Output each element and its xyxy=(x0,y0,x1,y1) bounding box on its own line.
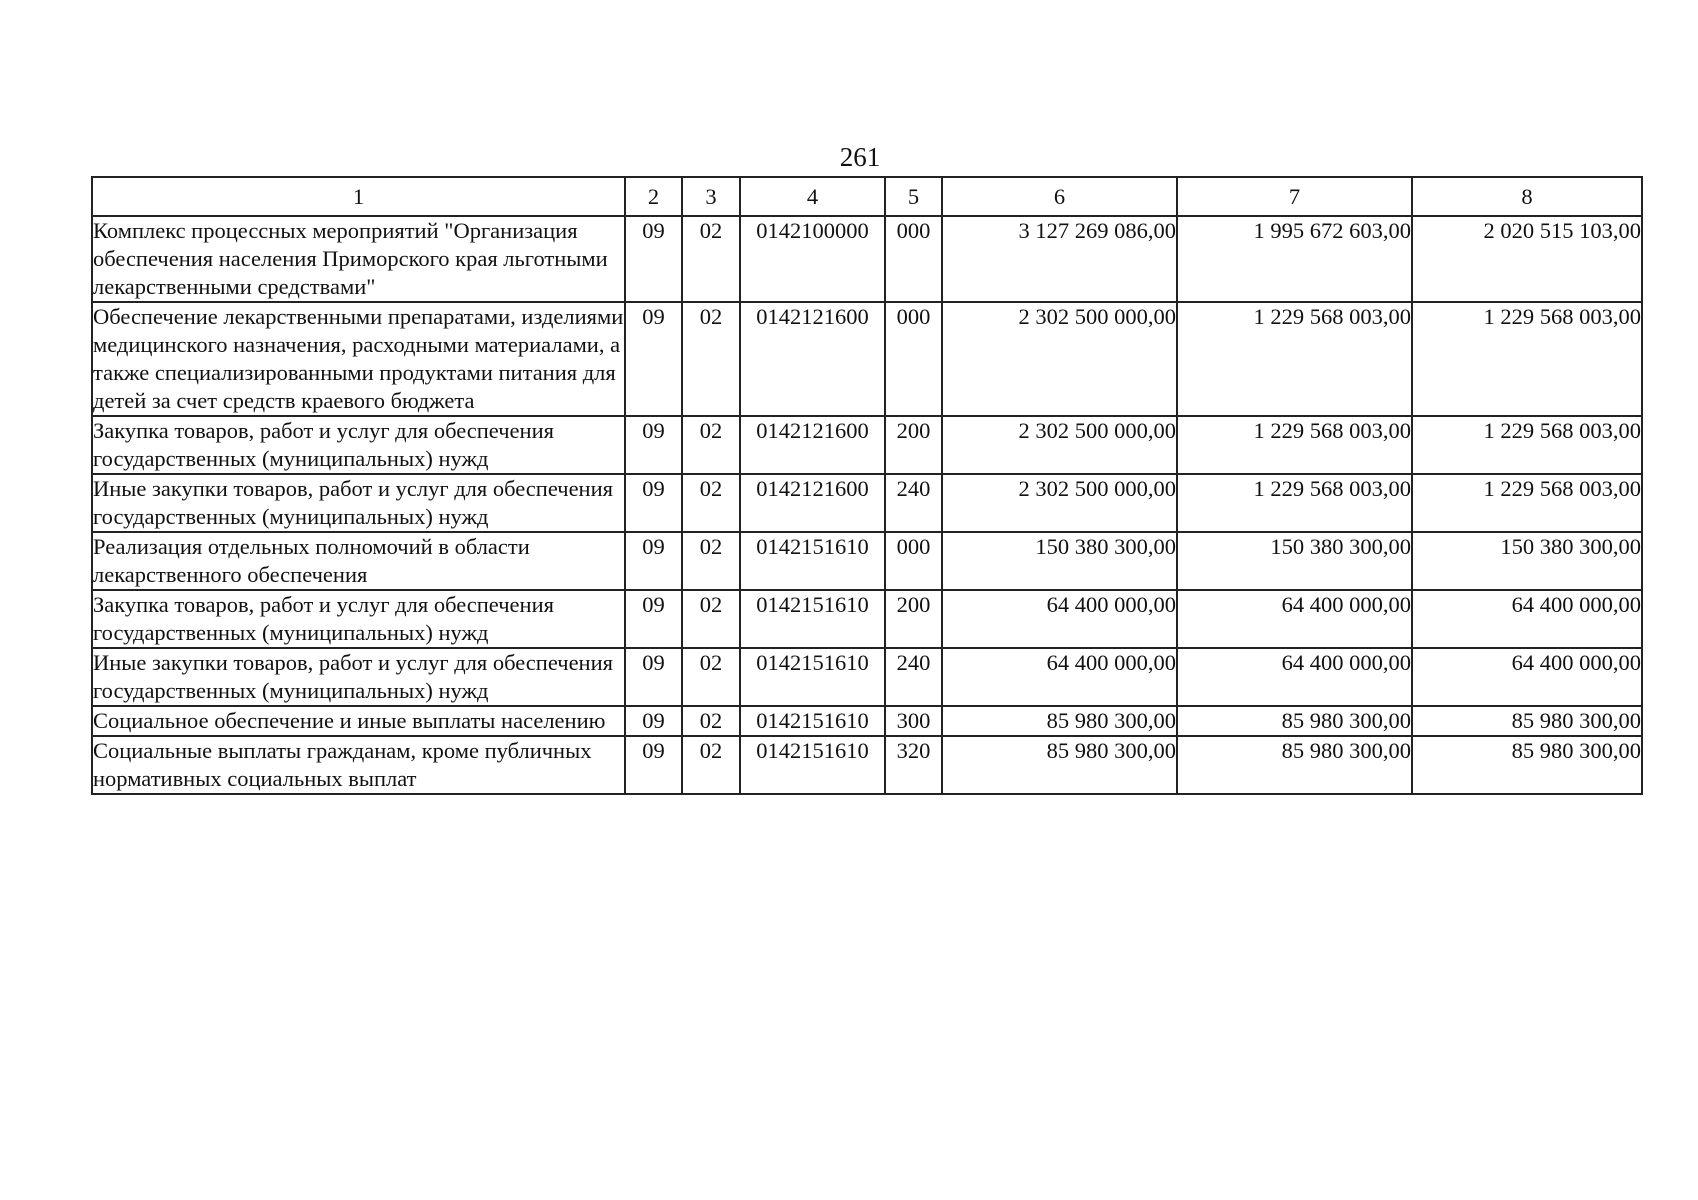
row-name-cell: Закупка товаров, работ и услуг для обеспечения государственных (муниципальных) нужд xyxy=(92,590,625,648)
amount-cell: 64 400 000,00 xyxy=(1177,590,1412,648)
amount-cell: 85 980 300,00 xyxy=(942,736,1177,794)
amount-cell: 85 980 300,00 xyxy=(1412,706,1642,736)
amount-cell: 1 229 568 003,00 xyxy=(1177,416,1412,474)
subsection-cell: 02 xyxy=(682,648,740,706)
table-row xyxy=(92,590,1642,648)
amount-cell: 64 400 000,00 xyxy=(1177,648,1412,706)
amount-cell: 1 229 568 003,00 xyxy=(1412,416,1642,474)
row-name-cell: Социальные выплаты гражданам, кроме публичных нормативных социальных выплат xyxy=(92,736,625,794)
column-header: 5 xyxy=(885,177,942,216)
amount-cell: 64 400 000,00 xyxy=(1412,590,1642,648)
target-article-cell: 0142151610 xyxy=(740,532,885,590)
table-row xyxy=(92,216,1642,302)
subsection-cell: 02 xyxy=(682,474,740,532)
amount-cell: 2 302 500 000,00 xyxy=(942,416,1177,474)
column-header: 1 xyxy=(92,177,625,216)
column-header: 8 xyxy=(1412,177,1642,216)
expense-type-cell: 000 xyxy=(885,216,942,302)
subsection-cell: 02 xyxy=(682,590,740,648)
expense-type-cell: 200 xyxy=(885,416,942,474)
table-row xyxy=(92,532,1642,590)
section-cell: 09 xyxy=(625,706,682,736)
amount-cell: 3 127 269 086,00 xyxy=(942,216,1177,302)
table-row xyxy=(92,416,1642,474)
amount-cell: 64 400 000,00 xyxy=(942,590,1177,648)
row-name-cell: Обеспечение лекарственными препаратами, изделиями медицинского назначения, расходными материалами, а также специализированными продуктами питания для детей за счет средств краевого бюджета xyxy=(92,302,625,416)
target-article-cell: 0142121600 xyxy=(740,302,885,416)
row-name-cell: Социальное обеспечение и иные выплаты населению xyxy=(92,706,625,736)
amount-cell: 64 400 000,00 xyxy=(1412,648,1642,706)
table-row xyxy=(92,706,1642,736)
section-cell: 09 xyxy=(625,648,682,706)
subsection-cell: 02 xyxy=(682,216,740,302)
subsection-cell: 02 xyxy=(682,416,740,474)
expense-type-cell: 300 xyxy=(885,706,942,736)
amount-cell: 150 380 300,00 xyxy=(1177,532,1412,590)
amount-cell: 1 995 672 603,00 xyxy=(1177,216,1412,302)
amount-cell: 85 980 300,00 xyxy=(1412,736,1642,794)
header-row xyxy=(92,177,1642,216)
section-cell: 09 xyxy=(625,736,682,794)
budget-table xyxy=(91,176,1643,795)
row-name-cell: Реализация отдельных полномочий в области лекарственного обеспечения xyxy=(92,532,625,590)
expense-type-cell: 000 xyxy=(885,302,942,416)
amount-cell: 64 400 000,00 xyxy=(942,648,1177,706)
expense-type-cell: 240 xyxy=(885,474,942,532)
row-name-cell: Комплекс процессных мероприятий "Организация обеспечения населения Приморского края льготными лекарственными средствами" xyxy=(92,216,625,302)
amount-cell: 1 229 568 003,00 xyxy=(1412,302,1642,416)
amount-cell: 1 229 568 003,00 xyxy=(1412,474,1642,532)
row-name-cell: Иные закупки товаров, работ и услуг для обеспечения государственных (муниципальных) нужд xyxy=(92,648,625,706)
expense-type-cell: 200 xyxy=(885,590,942,648)
section-cell: 09 xyxy=(625,216,682,302)
column-header: 6 xyxy=(942,177,1177,216)
row-name-cell: Закупка товаров, работ и услуг для обеспечения государственных (муниципальных) нужд xyxy=(92,416,625,474)
column-header: 2 xyxy=(625,177,682,216)
section-cell: 09 xyxy=(625,474,682,532)
column-header: 7 xyxy=(1177,177,1412,216)
amount-cell: 150 380 300,00 xyxy=(1412,532,1642,590)
amount-cell: 1 229 568 003,00 xyxy=(1177,302,1412,416)
subsection-cell: 02 xyxy=(682,302,740,416)
amount-cell: 2 302 500 000,00 xyxy=(942,302,1177,416)
amount-cell: 85 980 300,00 xyxy=(942,706,1177,736)
target-article-cell: 0142151610 xyxy=(740,706,885,736)
section-cell: 09 xyxy=(625,302,682,416)
subsection-cell: 02 xyxy=(682,532,740,590)
target-article-cell: 0142121600 xyxy=(740,416,885,474)
amount-cell: 150 380 300,00 xyxy=(942,532,1177,590)
amount-cell: 2 302 500 000,00 xyxy=(942,474,1177,532)
section-cell: 09 xyxy=(625,532,682,590)
expense-type-cell: 000 xyxy=(885,532,942,590)
target-article-cell: 0142121600 xyxy=(740,474,885,532)
amount-cell: 85 980 300,00 xyxy=(1177,736,1412,794)
table-row xyxy=(92,736,1642,794)
amount-cell: 2 020 515 103,00 xyxy=(1412,216,1642,302)
table-row xyxy=(92,648,1642,706)
table-row xyxy=(92,474,1642,532)
section-cell: 09 xyxy=(625,416,682,474)
column-header: 4 xyxy=(740,177,885,216)
target-article-cell: 0142151610 xyxy=(740,590,885,648)
expense-type-cell: 320 xyxy=(885,736,942,794)
row-name-cell: Иные закупки товаров, работ и услуг для обеспечения государственных (муниципальных) нужд xyxy=(92,474,625,532)
table-row xyxy=(92,302,1642,416)
amount-cell: 85 980 300,00 xyxy=(1177,706,1412,736)
subsection-cell: 02 xyxy=(682,736,740,794)
subsection-cell: 02 xyxy=(682,706,740,736)
amount-cell: 1 229 568 003,00 xyxy=(1177,474,1412,532)
column-header: 3 xyxy=(682,177,740,216)
expense-type-cell: 240 xyxy=(885,648,942,706)
target-article-cell: 0142151610 xyxy=(740,648,885,706)
target-article-cell: 0142100000 xyxy=(740,216,885,302)
target-article-cell: 0142151610 xyxy=(740,736,885,794)
section-cell: 09 xyxy=(625,590,682,648)
page-number: 261 xyxy=(839,142,881,172)
